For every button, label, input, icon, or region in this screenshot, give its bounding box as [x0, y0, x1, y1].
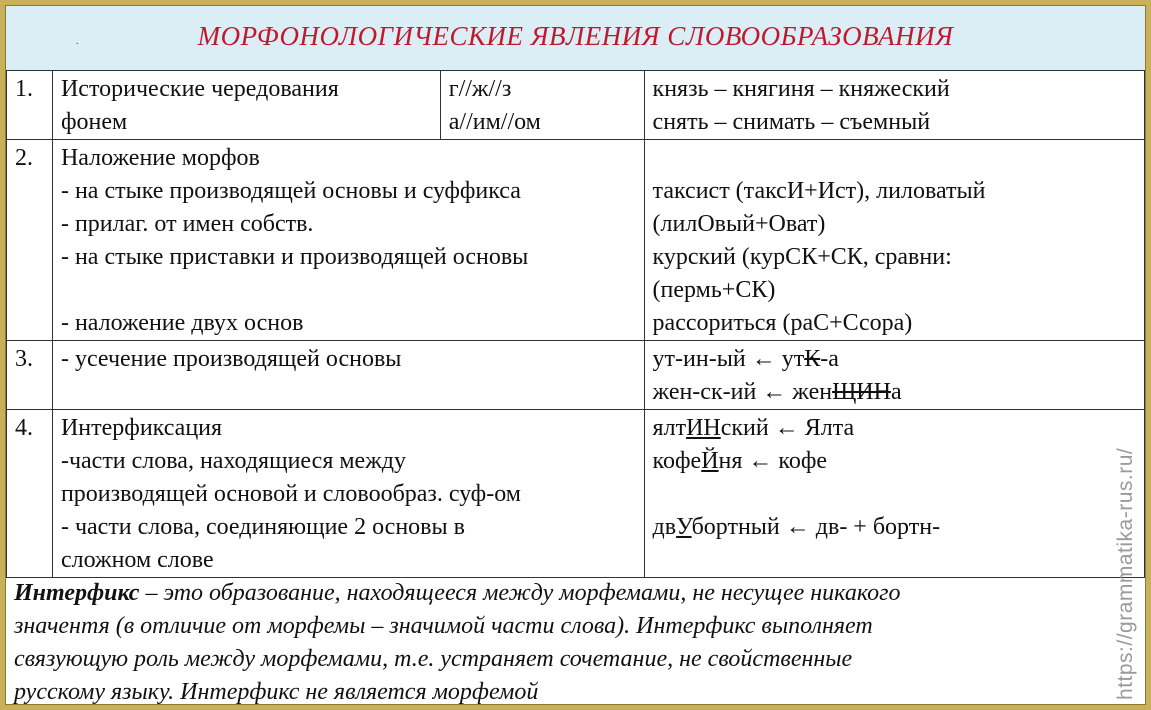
example-line: [653, 343, 1136, 376]
table-row: [7, 341, 1145, 410]
struck-morph: К: [804, 346, 821, 372]
example-word: -а: [820, 346, 839, 372]
text-line: -части слова, находящиеся между: [60, 448, 406, 474]
row-examples: [644, 140, 1144, 341]
text-line: - наложение двух основ: [60, 310, 304, 336]
text-line: Исторические чередования: [60, 76, 339, 102]
arrow-left-icon: ←: [751, 346, 776, 372]
example-word: а: [890, 379, 902, 405]
site-watermark: https://grammatika-rus.ru/: [1114, 447, 1137, 700]
example-line: таксист (таксИ+Ист), лиловатый: [652, 178, 986, 204]
note-line: значентя (в отличие от морфемы – значимой части слова). Интерфикс выполняет: [14, 613, 873, 639]
text-line: - части слова, соединяющие 2 основы в: [60, 514, 465, 540]
example-line: курский (курСК+СК, сравни:: [652, 244, 952, 270]
text-line: фонем: [60, 109, 128, 135]
text-line: - усечение производящей основы: [60, 346, 402, 372]
example-line: (пермь+СК): [652, 277, 776, 303]
row-description: [52, 410, 644, 578]
text-line: производящей основой и словообраз. суф-ом: [60, 481, 521, 507]
example-word: бортный ← дв- + бортн-: [691, 514, 941, 540]
example-word: жен: [786, 379, 833, 405]
text-line: сложном слове: [60, 547, 214, 573]
row-description: [52, 71, 440, 140]
arrow-left-icon: ←: [762, 379, 787, 405]
example-word: кофе: [652, 448, 702, 474]
slide-frame: [5, 5, 1146, 705]
text-line: - на стыке производящей основы и суффикса: [60, 178, 521, 204]
text-line: Интерфиксация: [60, 415, 223, 441]
example-word: жен-ск-ий: [652, 379, 763, 405]
row-number: 3.: [7, 341, 53, 410]
example-line: (лилОвый+Оват): [652, 211, 826, 237]
row-number: 4.: [7, 410, 53, 578]
text-line: - на стыке приставки и производящей основы: [60, 244, 529, 270]
row-alternation: [440, 71, 644, 140]
row-examples: [644, 410, 1144, 578]
example-line: [653, 376, 1136, 409]
interfix-definition: [14, 577, 1114, 709]
example-line: рассориться (раС+Ссора): [652, 310, 913, 336]
row-examples: [644, 341, 1144, 410]
spacer: [653, 478, 1136, 511]
title-dot: .: [76, 36, 79, 47]
row-number: 2.: [7, 140, 53, 341]
row-number: 1.: [7, 71, 53, 140]
row-examples: [644, 71, 1144, 140]
text-line: г//ж//з: [448, 76, 512, 102]
spacer: [653, 142, 1136, 175]
example-word: ялт: [652, 415, 687, 441]
interfix-morph: ИН: [686, 415, 721, 441]
table-row: [7, 140, 1145, 341]
row-description: [52, 341, 644, 410]
note-line: [14, 577, 1114, 610]
example-word: ут: [775, 346, 805, 372]
example-line: князь – княгиня – княжеский: [652, 76, 950, 102]
example-line: [653, 412, 1136, 445]
table-row: [7, 410, 1145, 578]
term: Интерфикс: [14, 580, 140, 606]
table-row: [7, 71, 1145, 140]
interfix-morph: Й: [701, 448, 719, 474]
phenomena-table: [6, 70, 1145, 578]
example-line: [653, 445, 1136, 478]
text-line: - прилаг. от имен собств.: [60, 211, 314, 237]
example-line: [653, 511, 1136, 544]
note-line: русскому языку. Интерфикс не является морфемой: [14, 679, 539, 705]
interfix-morph: У: [676, 514, 692, 540]
example-line: снять – снимать – съемный: [652, 109, 931, 135]
text-line: Наложение морфов: [60, 145, 260, 171]
example-word: ня ← кофе: [718, 448, 828, 474]
example-word: дв: [652, 514, 677, 540]
title-bar: [6, 6, 1145, 71]
example-word: ут-ин-ый: [652, 346, 752, 372]
note-line: связующую роль между морфемами, т.е. устраняет сочетание, не свойственные: [14, 646, 853, 672]
example-word: ский ← Ялта: [720, 415, 855, 441]
struck-morph: ЩИН: [832, 379, 891, 405]
note-text: – это образование, находящееся между морфемами, не несущее никакого: [139, 580, 901, 606]
spacer: [61, 274, 636, 307]
text-line: а//им//ом: [448, 109, 541, 135]
page-title: МОРФОНОЛОГИЧЕСКИЕ ЯВЛЕНИЯ СЛОВООБРАЗОВАНИЯ: [197, 20, 954, 51]
row-description: [52, 140, 644, 341]
